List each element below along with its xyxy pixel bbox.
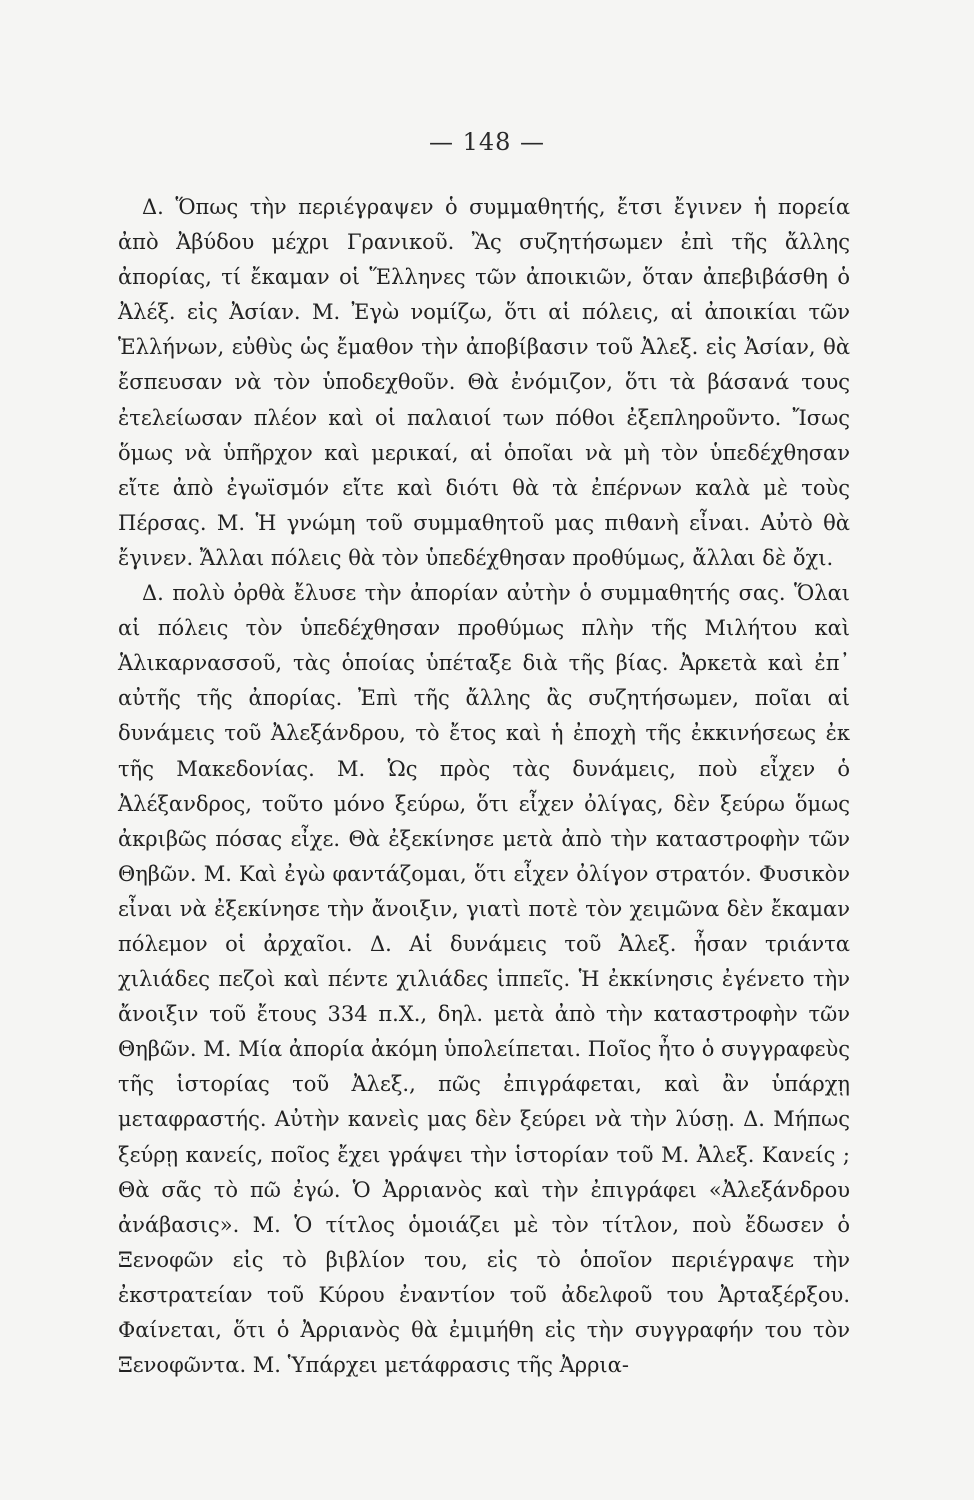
paragraph-2: Δ. πολὺ ὀρθὰ ἔλυσε τὴν ἀπορίαν αὐτὴν ὁ συμμαθητής σας. Ὅλαι αἱ πόλεις τὸν ὑπεδέχθησαν προθύμως πλὴν τῆς Μιλήτου καὶ Ἁλικαρνασσοῦ, τὰς ὁποίας ὑπέταξε διὰ τῆς βίας. Ἀρκετὰ καὶ ἐπ᾽ αὐτῆς τῆς ἀπορίας. Ἐπὶ τῆς ἄλλης ἂς συζητήσωμεν, ποῖαι αἱ δυνάμεις τοῦ Ἀλεξάνδρου, τὸ ἔτος καὶ ἡ ἐποχὴ τῆς ἐκκινήσεως ἐκ τῆς Μακεδονίας. Μ. Ὡς πρὸς τὰς δυνάμεις, ποὺ εἶχεν ὁ Ἀλέξανδρος, τοῦτο μόνο ξεύρω, ὅτι εἶχεν ὀλίγας, δὲν ξεύρω ὅμως ἀκριβῶς πόσας εἶχε. Θὰ ἐξεκίνησε μετὰ ἀπὸ τὴν καταστροφὴν τῶν Θηβῶν. Μ. Καὶ ἐγὼ φαντάζομαι, ὅτι εἶχεν ὀλίγον στρατόν. Φυσικὸν εἶναι νὰ ἐξεκίνησε τὴν ἄνοιξιν, γιατὶ ποτὲ τὸν χειμῶνα δὲν ἔκαμαν πόλεμον οἱ ἀρχαῖοι. Δ. Αἱ δυνάμεις τοῦ Ἀλεξ. ἦσαν τριάντα χιλιάδες πεζοὶ καὶ πέντε χιλιάδες ἱππεῖς. Ἡ ἐκκίνησις ἐγένετο τὴν ἄνοιξιν τοῦ ἔτους 334 π.Χ., δηλ. μετὰ ἀπὸ τὴν καταστροφὴν τῶν Θηβῶν. Μ. Μία ἀπορία ἀκόμη ὑπολείπεται. Ποῖος ἦτο ὁ συγγραφεὺς τῆς ἱστορίας τοῦ Ἀλεξ., πῶς ἐπιγράφεται, καὶ ἂν ὑπάρχῃ μεταφραστής. Αὐτὴν κανεὶς μας δὲν ξεύρει νὰ τὴν λύσῃ. Δ. Μήπως ξεύρῃ κανείς, ποῖος ἔχει γράψει τὴν ἱστορίαν τοῦ Μ. Ἀλεξ. Κανείς ; Θὰ σᾶς τὸ πῶ ἐγώ. Ὁ Ἀρριανὸς καὶ τὴν ἐπιγράφει «Ἀλεξάνδρου ἀνάβασις». Μ. Ὁ τίτλος ὁμοιάζει μὲ τὸν τίτλον, ποὺ ἔδωσεν ὁ Ξενοφῶν εἰς τὸ βιβλίον του, εἰς τὸ ὁποῖον περιέγραψε τὴν ἐκστρατείαν τοῦ Κύρου ἐναντίον τοῦ ἀδελφοῦ του Ἀρταξέρξου. Φαίνεται, ὅτι ὁ Ἀρριανὸς θὰ ἐμιμήθη εἰς τὴν συγγραφήν του τὸν Ξενοφῶντα. Μ. Ὑπάρχει μετάφρασις τῆς Ἀρρια- (118, 581, 850, 1378)
page-number: — 148 — (428, 128, 546, 156)
body-text (118, 190, 850, 1383)
paragraph-1: Δ. Ὅπως τὴν περιέγραψεν ὁ συμμαθητής, ἔτσι ἔγινεν ἡ πορεία ἀπὸ Ἀβύδου μέχρι Γρανικοῦ. Ἂς συζητήσωμεν ἐπὶ τῆς ἄλλης ἀπορίας, τί ἔκαμαν οἱ Ἕλληνες τῶν ἀποικιῶν, ὅταν ἀπεβιβάσθη ὁ Ἀλέξ. εἰς Ἀσίαν. Μ. Ἐγὼ νομίζω, ὅτι αἱ πόλεις, αἱ ἀποικίαι τῶν Ἑλλήνων, εὐθὺς ὡς ἔμαθον τὴν ἀποβίβασιν τοῦ Ἀλεξ. εἰς Ἀσίαν, θὰ ἔσπευσαν νὰ τὸν ὑποδεχθοῦν. Θὰ ἐνόμιζον, ὅτι τὰ βάσανά τους ἐτελείωσαν πλέον καὶ οἱ παλαιοί των πόθοι ἐξεπληροῦντο. Ἴσως ὅμως νὰ ὑπῆρχον καὶ μερικαί, αἱ ὁποῖαι νὰ μὴ τὸν ὑπεδέχθησαν εἴτε ἀπὸ ἐγωϊσμόν εἴτε καὶ διότι θὰ τὰ ἐπέρνων καλὰ μὲ τοὺς Πέρσας. Μ. Ἡ γνώμη τοῦ συμμαθητοῦ μας πιθανὴ εἶναι. Αὐτὸ θὰ ἔγινεν. Ἄλλαι πόλεις θὰ τὸν ὑπεδέχθησαν προθύμως, ἄλλαι δὲ ὄχι. (118, 195, 850, 570)
